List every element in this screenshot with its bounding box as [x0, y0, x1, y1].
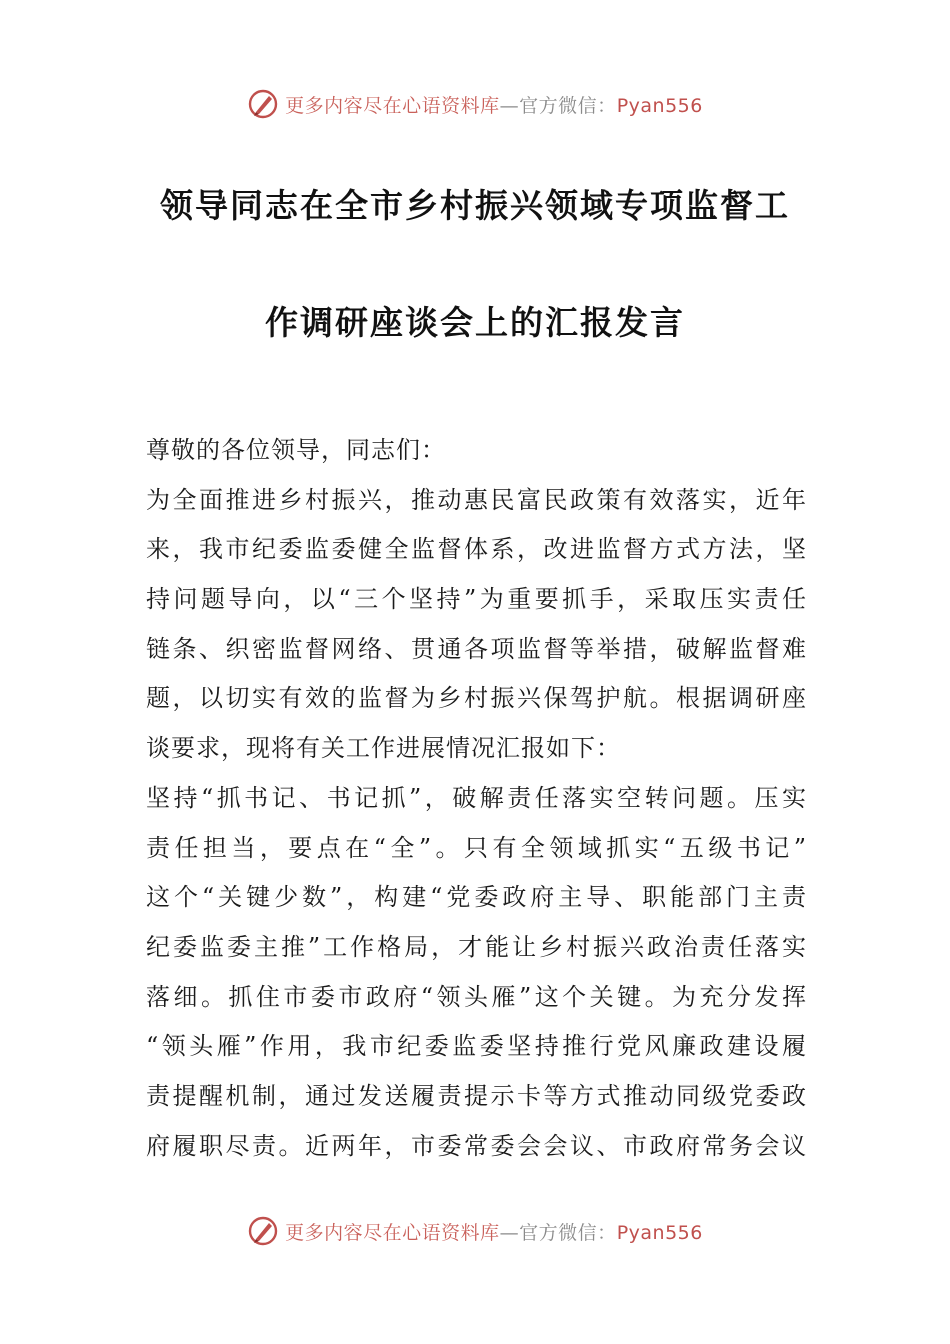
body-line: 链条、织密监督网络、贯通各项监督等举措，破解监督难 [146, 634, 806, 663]
document-title-line-1: 领导同志在全市乡村振兴领域专项监督工 [160, 186, 790, 225]
header-watermark [0, 84, 950, 124]
watermark-text [285, 91, 703, 118]
watermark-official: —官方微信： [499, 94, 617, 117]
document-body [146, 426, 806, 1171]
body-line: 府履职尽责。近两年，市委常委会会议、市政府常务会议 [146, 1131, 806, 1160]
body-line: 题，以切实有效的监督为乡村振兴保驾护航。根据调研座 [146, 684, 806, 713]
body-line: “领头雁”作用，我市纪委监委坚持推行党风廉政建设履 [146, 1032, 806, 1061]
salutation-line: 尊敬的各位领导，同志们： [146, 436, 446, 464]
watermark-site: 更多内容尽在心语资料库 [285, 1221, 500, 1244]
body-line: 持问题导向，以“三个坚持”为重要抓手，采取压实责任 [146, 585, 806, 614]
watermark-text [285, 1218, 703, 1245]
pen-logo-icon [247, 88, 279, 120]
body-line: 为全面推进乡村振兴，推动惠民富民政策有效落实，近年 [146, 485, 806, 514]
document-title-line-2: 作调研座谈会上的汇报发言 [265, 303, 685, 342]
body-line: 纪委监委主推”工作格局，才能让乡村振兴政治责任落实 [146, 932, 806, 961]
watermark-site: 更多内容尽在心语资料库 [285, 94, 500, 117]
body-line: 责提醒机制，通过发送履责提示卡等方式推动同级党委政 [146, 1081, 806, 1110]
watermark-wechat-id: Pyan556 [616, 1221, 703, 1244]
body-line: 坚持“抓书记、书记抓”，破解责任落实空转问题。压实 [146, 783, 806, 812]
watermark-wechat-id: Pyan556 [616, 94, 703, 117]
watermark-official: —官方微信： [499, 1221, 617, 1244]
body-line: 这个“关键少数”，构建“党委政府主导、职能部门主责 [146, 883, 806, 912]
body-line: 来，我市纪委监委健全监督体系，改进监督方式方法，坚 [146, 535, 806, 564]
body-line: 谈要求，现将有关工作进展情况汇报如下： [146, 734, 621, 763]
body-line: 落细。抓住市委市政府“领头雁”这个关键。为充分发挥 [146, 982, 806, 1011]
body-line: 责任担当，要点在“全”。只有全领域抓实“五级书记” [146, 833, 806, 862]
footer-watermark [0, 1211, 950, 1251]
pen-logo-icon [247, 1215, 279, 1247]
